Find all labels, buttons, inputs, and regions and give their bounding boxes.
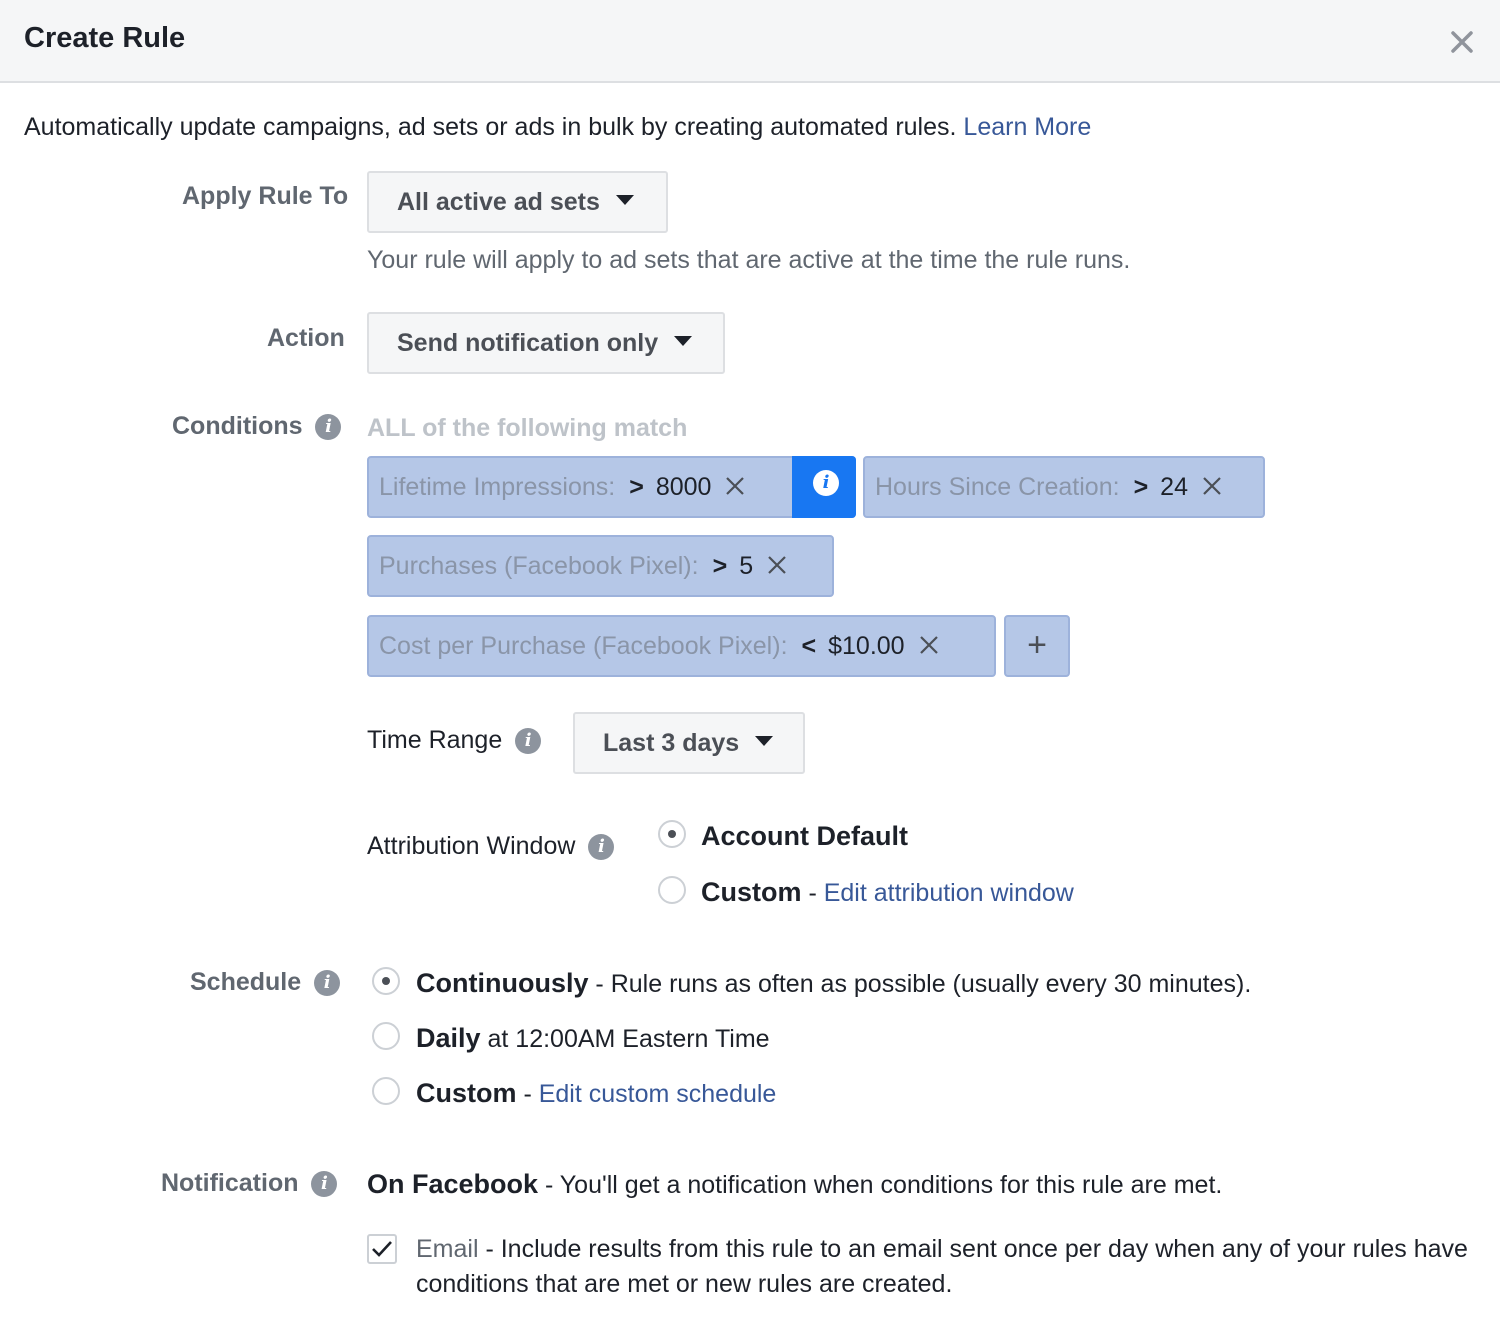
apply-rule-to-dropdown[interactable] [367,171,668,233]
add-condition-button[interactable]: + [1004,615,1070,677]
apply-rule-to-value: All active ad sets [397,188,600,216]
caret-down-icon [616,195,634,205]
notification-email [416,1232,1486,1302]
attribution-default-label: Account Default [701,821,909,851]
attribution-default-radio[interactable] [658,820,686,848]
condition-value: 8000 [655,473,712,501]
schedule-continuously-label: Continuously [416,968,589,998]
info-icon[interactable]: i [314,970,340,996]
remove-condition-icon[interactable] [1202,476,1222,496]
attribution-custom-separator: - [801,879,824,907]
schedule-label-text: Schedule [190,968,302,996]
schedule-continuously-option [416,968,1251,999]
condition-operator: > [1133,473,1149,501]
condition-chip[interactable] [367,615,996,677]
schedule-continuously-radio[interactable] [372,967,400,995]
condition-chip[interactable] [367,456,856,518]
condition-operator: > [712,552,728,580]
schedule-daily-radio[interactable] [372,1022,400,1050]
info-icon[interactable]: i [311,1171,337,1197]
action-dropdown[interactable] [367,312,725,374]
conditions-label [172,412,341,441]
edit-attribution-window-link[interactable]: Edit attribution window [823,879,1074,907]
close-icon[interactable] [1448,28,1476,56]
remove-condition-icon[interactable] [767,555,787,575]
schedule-custom-option [416,1078,776,1109]
notification-label [161,1169,337,1198]
condition-metric: Hours Since Creation: [875,473,1120,501]
condition-chip[interactable] [367,535,834,597]
conditions-label-text: Conditions [172,412,303,440]
action-label: Action [267,324,345,352]
condition-metric: Lifetime Impressions: [379,473,616,501]
apply-rule-to-label: Apply Rule To [182,182,349,210]
notification-email-label: Email [416,1235,479,1263]
attribution-custom-option [701,877,1074,908]
apply-rule-to-helper: Your rule will apply to ad sets that are active at the time the rule runs. [367,246,1131,274]
intro-description: Automatically update campaigns, ad sets or ads in bulk by creating automated rules. [24,113,957,141]
time-range-value: Last 3 days [603,729,740,757]
notification-email-text: - Include results from this rule to an email sent once per day when any of your rules have conditions that are met or new rules are created. [416,1235,1468,1298]
info-icon[interactable]: i [588,834,614,860]
notification-label-text: Notification [161,1169,299,1197]
condition-value: 5 [739,552,754,580]
attribution-default-option [701,821,908,852]
schedule-daily-option [416,1023,770,1054]
time-range-label [367,726,541,755]
condition-value: $10.00 [828,632,905,660]
notification-facebook-text: - You'll get a notification when conditions for this rule are met. [538,1171,1223,1199]
info-icon[interactable]: i [315,414,341,440]
remove-condition-icon[interactable] [725,476,745,496]
info-icon[interactable]: i [515,728,541,754]
condition-chip[interactable] [863,456,1265,518]
condition-operator: > [629,473,644,501]
email-checkbox[interactable] [367,1234,397,1264]
notification-facebook-label: On Facebook [367,1169,539,1199]
condition-metric: Purchases (Facebook Pixel): [379,552,699,580]
time-range-label-text: Time Range [367,726,503,754]
schedule-daily-description: at 12:00AM Eastern Time [480,1025,770,1053]
attribution-custom-label: Custom [701,877,802,907]
attribution-window-label [367,832,614,861]
schedule-custom-radio[interactable] [372,1077,400,1105]
checkmark-icon [369,1236,395,1262]
conditions-match-text: ALL of the following match [367,414,688,442]
learn-more-link[interactable]: Learn More [963,113,1092,141]
remove-condition-icon[interactable] [919,635,939,655]
attribution-window-label-text: Attribution Window [367,832,576,860]
caret-down-icon [674,336,692,346]
schedule-custom-separator: - [516,1080,539,1108]
action-value: Send notification only [397,329,659,357]
condition-metric: Cost per Purchase (Facebook Pixel): [379,632,788,660]
caret-down-icon [755,736,773,746]
condition-operator: < [801,632,817,660]
intro-text [24,113,1091,142]
condition-info-button[interactable] [792,456,856,518]
dialog-header [0,0,1500,83]
schedule-continuously-description: - Rule runs as often as possible (usually every 30 minutes). [588,970,1252,998]
edit-custom-schedule-link[interactable]: Edit custom schedule [538,1080,777,1108]
info-icon: i [813,470,839,496]
time-range-dropdown[interactable] [573,712,805,774]
dialog-title: Create Rule [24,22,186,54]
condition-value: 24 [1160,473,1188,501]
schedule-label [190,968,340,997]
notification-facebook [367,1167,1222,1203]
schedule-daily-label: Daily [416,1023,481,1053]
schedule-custom-label: Custom [416,1078,517,1108]
attribution-custom-radio[interactable] [658,876,686,904]
